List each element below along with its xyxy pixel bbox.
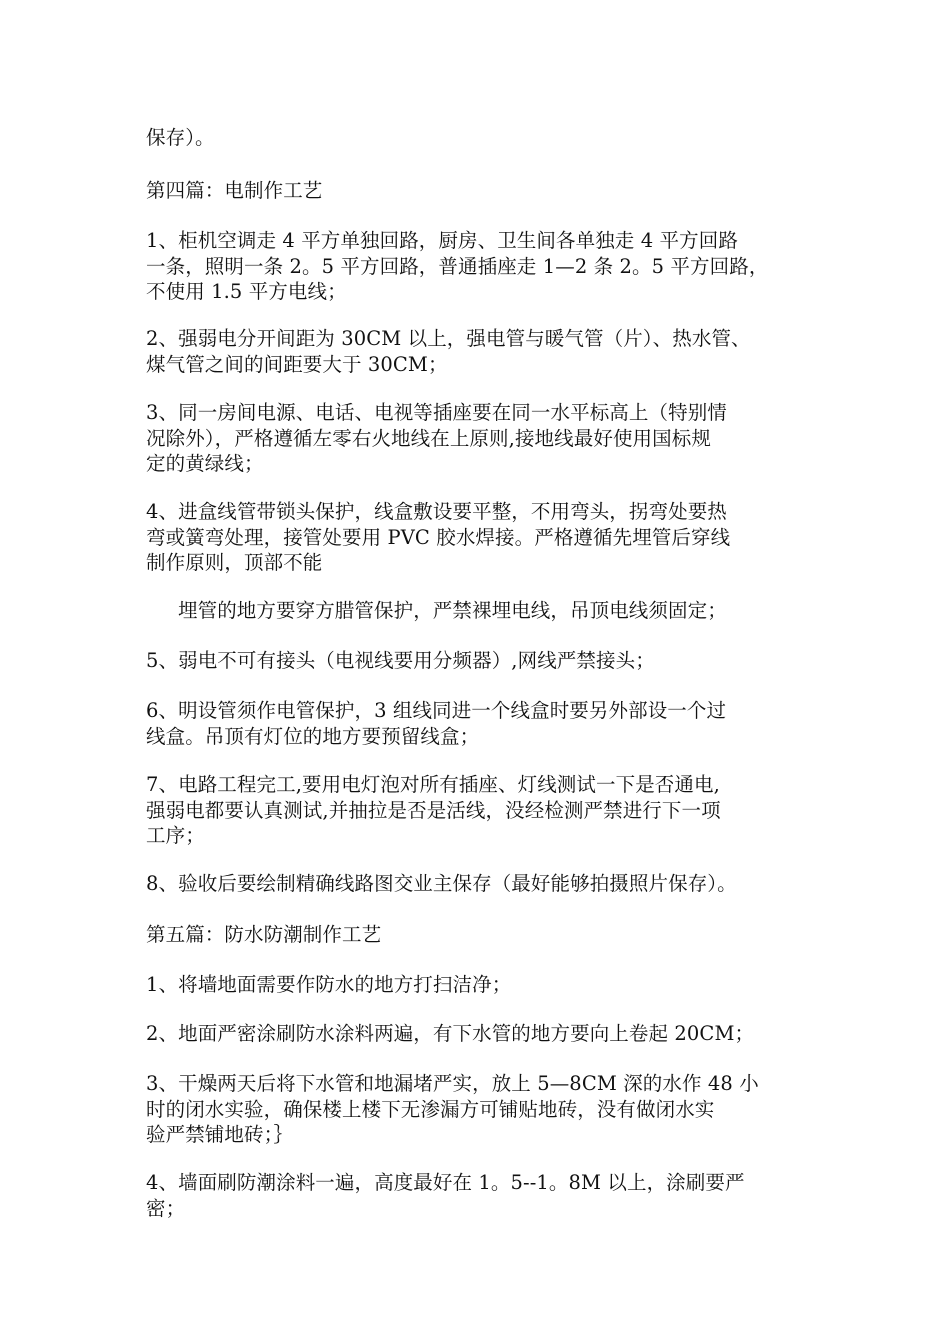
paragraph-4-6 [146, 698, 826, 749]
text-line: 4、墙面刷防潮涂料一遍，高度最好在 1。5--1。8M 以上，涂刷要严 [146, 1171, 745, 1194]
section-heading-4 [146, 178, 826, 204]
text-line: 1、将墙地面需要作防水的地方打扫洁净； [146, 973, 512, 996]
text-line: 制作原则，顶部不能 [146, 551, 323, 574]
text-line: 煤气管之间的间距要大于 30CM； [146, 352, 448, 376]
text-line: 弯或簧弯处理，接管处要用 PVC 胶水焊接。严格遵循先埋管后穿线 [146, 525, 731, 549]
text-line: 8、验收后要绘制精确线路图交业主保存（最好能够拍摄照片保存）。 [146, 872, 737, 895]
paragraph-4-4 [146, 499, 826, 576]
paragraph-5-2 [146, 1021, 826, 1047]
paragraph-5-4 [146, 1170, 826, 1221]
text-line: 2、地面严密涂刷防水涂料两遍，有下水管的地方要向上卷起 20CM； [146, 1022, 755, 1045]
heading-text: 第四篇：电制作工艺 [146, 179, 323, 202]
text-line: 验严禁铺地砖；｝ [146, 1123, 294, 1146]
text-line: 4、进盒线管带锁头保护，线盒敷设要平整，不用弯头，拐弯处要热 [146, 500, 727, 523]
paragraph-4-8 [146, 871, 826, 897]
text-line: 7、电路工程完工,要用电灯泡对所有插座、灯线测试一下是否通电, [146, 773, 720, 796]
text-line: 不使用 1.5 平方电线； [146, 280, 347, 303]
text-line: 况除外），严格遵循左零右火地线在上原则,接地线最好使用国标规 [146, 426, 711, 450]
paragraph-4-5 [146, 648, 826, 674]
paragraph-4-3 [146, 400, 826, 477]
paragraph-4-4-continued [178, 598, 858, 624]
paragraph-5-3 [146, 1071, 826, 1148]
text-line: 5、弱电不可有接头（电视线要用分频器）,网线严禁接头； [146, 649, 655, 672]
text-line: 强弱电都要认真测试,并抽拉是否是活线，没经检测严禁进行下一项 [146, 798, 721, 822]
text-line: 一条，照明一条 2。5 平方回路，普通插座走 1—2 条 2。5 平方回路， [146, 254, 769, 278]
text-line: 保存）。 [146, 126, 215, 149]
text-line: 3、同一房间电源、电话、电视等插座要在同一水平标高上（特别情 [146, 401, 727, 424]
text-line: 定的黄绿线； [146, 452, 264, 475]
text-line: 1、柜机空调走 4 平方单独回路，厨房、卫生间各单独走 4 平方回路 [146, 229, 738, 252]
paragraph-5-1 [146, 972, 826, 998]
text-line: 密； [146, 1196, 186, 1220]
text-line: 时的闭水实验，确保楼上楼下无渗漏方可铺贴地砖，没有做闭水实 [146, 1097, 715, 1121]
text-line: 工序； [146, 824, 205, 847]
text-line: 6、明设管须作电管保护，3 组线同进一个线盒时要另外部设一个过 [146, 699, 727, 722]
paragraph-4-1 [146, 228, 826, 305]
paragraph-4-2 [146, 326, 826, 377]
paragraph-4-7 [146, 772, 826, 849]
heading-text: 第五篇：防水防潮制作工艺 [146, 923, 382, 946]
text-line: 线盒。吊顶有灯位的地方要预留线盒； [146, 724, 480, 748]
text-line: 2、强弱电分开间距为 30CM 以上，强电管与暖气管（片）、热水管、 [146, 327, 751, 350]
text-line: 3、干燥两天后将下水管和地漏堵严实，放上 5—8CM 深的水作 48 小 [146, 1072, 759, 1095]
section-heading-5 [146, 922, 826, 948]
text-line: 埋管的地方要穿方腊管保护，严禁裸埋电线，吊顶电线须固定； [178, 599, 727, 622]
paragraph-saved-tail [146, 125, 826, 151]
